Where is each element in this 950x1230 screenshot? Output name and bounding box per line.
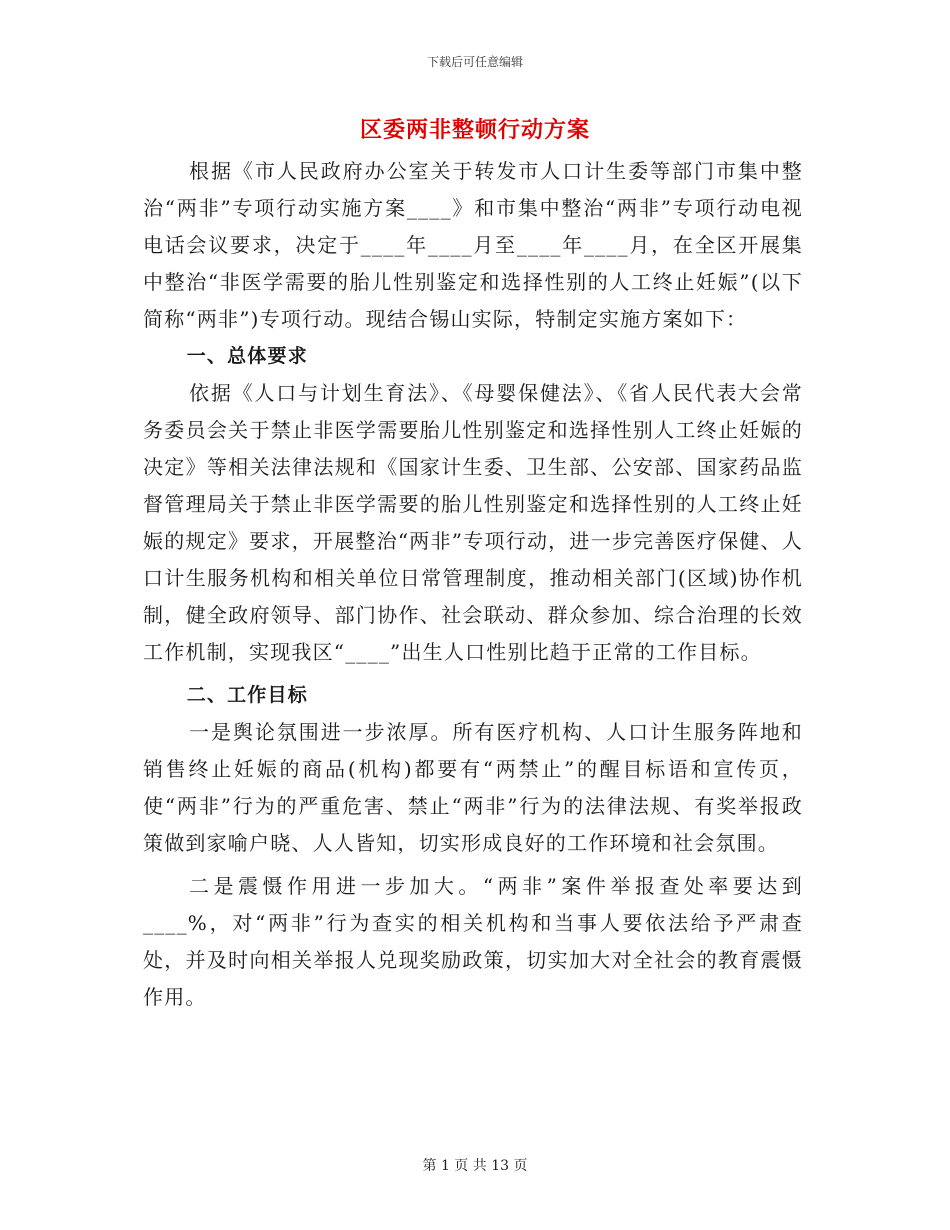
page-number-footer: 第 1 页 共 13 页 (422, 1158, 528, 1174)
section1-paragraph: 依据《人口与计划生育法》、《母婴保健法》、《省人民代表大会常务委员会关于禁止非医学需要胎儿性别鉴定和选择性别人工终止妊娠的决定》等相关法律法规和《国家计生委、卫生部、公安部、国家药品监督管理局关于禁止非医学需要的胎儿性别鉴定和选择性别的人工终止妊娠的规定》要求，开展整治“两非”专项行动，进一步完善医疗保健、人口计生服务机构和相关单位日常管理制度，推动相关部门(区域)协作机制，健全政府领导、部门协作、社会联动、群众参加、综合治理的长效工作机制，实现我区“____”出生人口性别比趋于正常的工作目标。 (143, 381, 803, 664)
section-heading-work-goals: 二、工作目标 (186, 684, 308, 706)
document-title: 区委两非整顿行动方案 (359, 117, 590, 143)
goal2-paragraph: 二是震慑作用进一步加大。“两非”案件举报查处率要达到____%，对“两非”行为查实的相关机构和当事人要依法给予严肃查处，并及时向相关举报人兑现奖励政策，切实加大对全社会的教育震慑作用。 (143, 874, 803, 1009)
document-body (143, 153, 803, 1016)
page-header-note: 下载后可任意编辑 (426, 55, 523, 69)
goal1-paragraph: 一是舆论氛围进一步浓厚。所有医疗机构、人口计生服务阵地和销售终止妊娠的商品(机构)都要有“两禁止”的醒目标语和宣传页，使“两非”行为的严重危害、禁止“两非”行为的法律法规、有奖举报政策做到家喻户晓、人人皆知，切实形成良好的工作环境和社会氛围。 (143, 720, 803, 855)
section-heading-overall-requirements: 一、总体要求 (186, 345, 308, 367)
intro-paragraph: 根据《市人民政府办公室关于转发市人口计生委等部门市集中整治“两非”专项行动实施方案____》和市集中整治“两非”专项行动电视电话会议要求，决定于____年____月至____年____月，在全区开展集中整治“非医学需要的胎儿性别鉴定和选择性别的人工终止妊娠”(以下简称“两非”)专项行动。现结合锡山实际，特制定实施方案如下： (143, 159, 803, 331)
